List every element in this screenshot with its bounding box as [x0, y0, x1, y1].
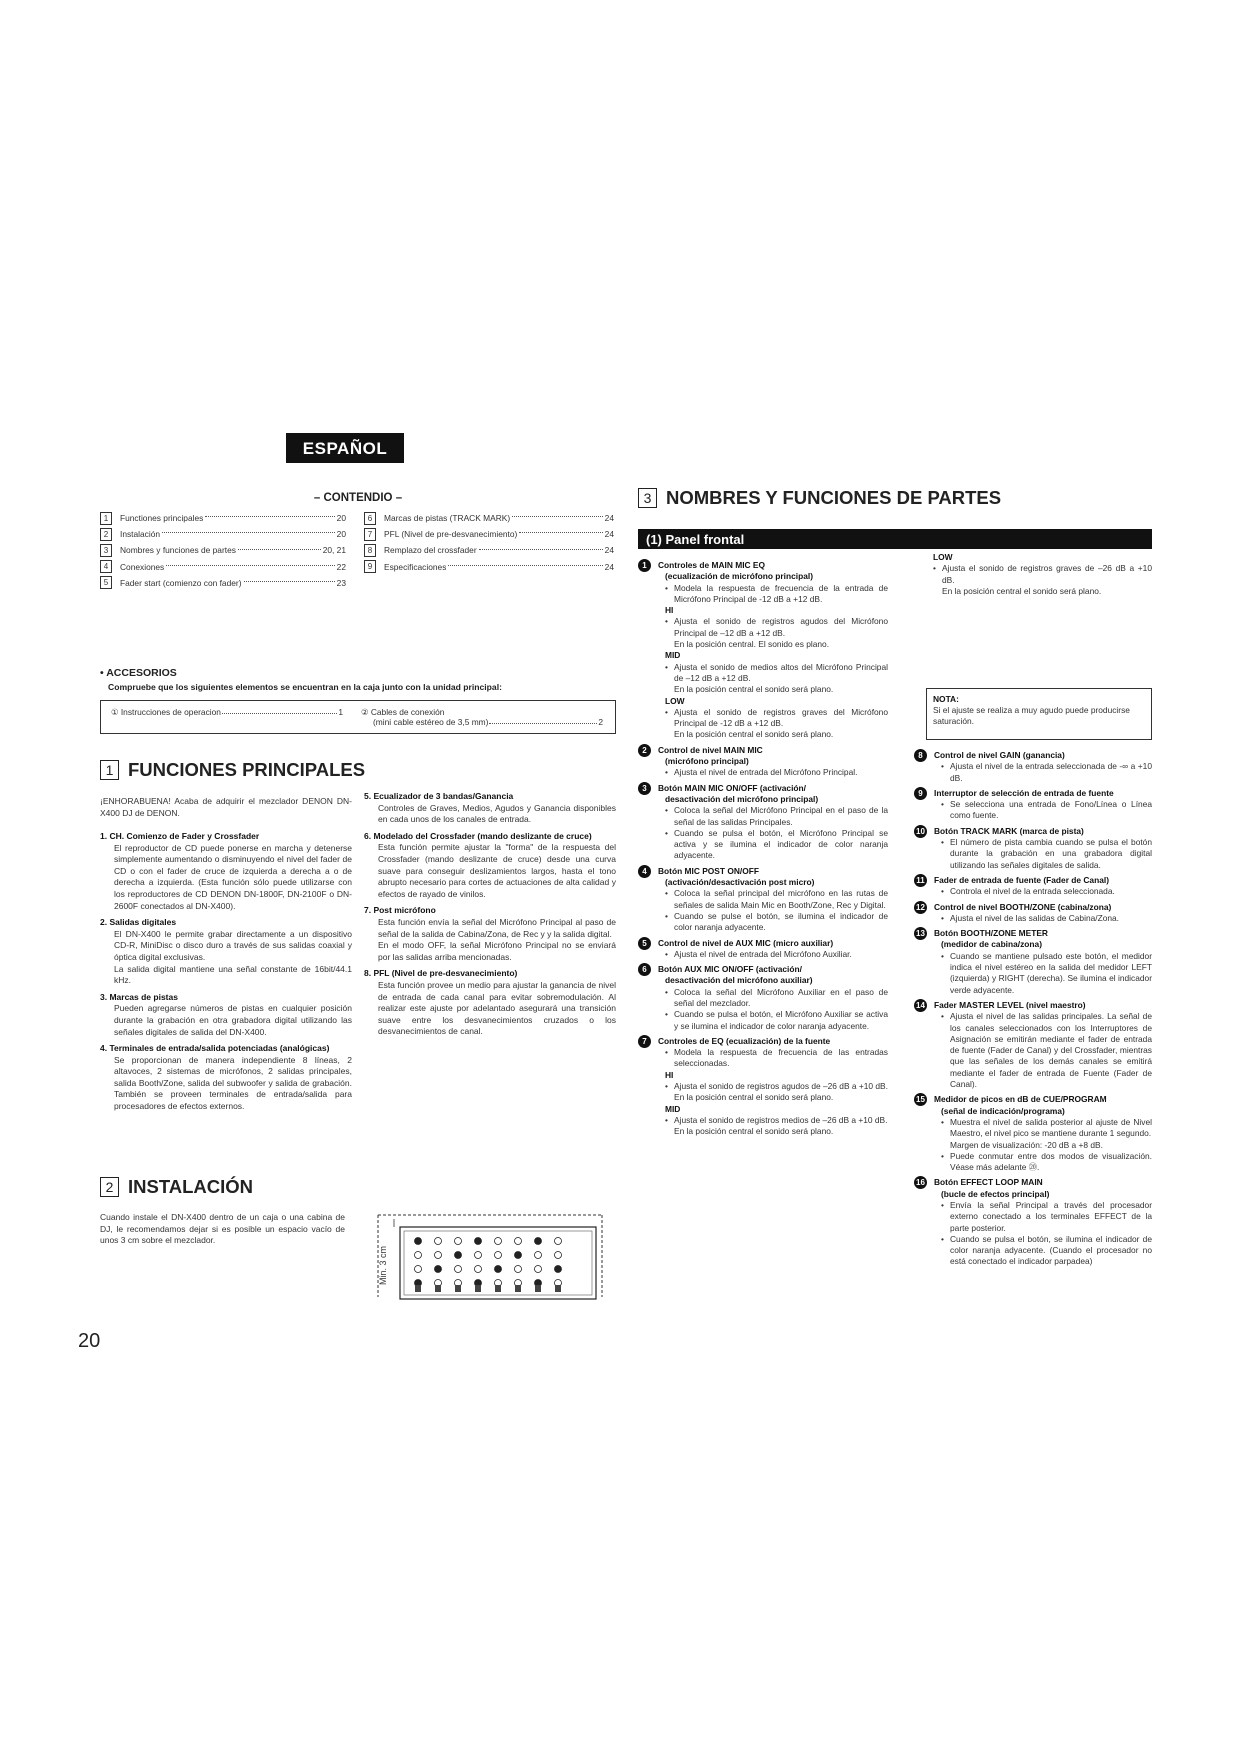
- part-item: [638, 783, 888, 862]
- part-body: [934, 1000, 1152, 1090]
- knob-icon: [495, 1266, 502, 1273]
- plain-line: En la posición central el sonido será plano.: [674, 729, 834, 740]
- bullet-line: [658, 616, 888, 639]
- toc-leader: [205, 516, 334, 517]
- toc-label: Especificaciones: [384, 561, 447, 572]
- part-body: [934, 902, 1152, 925]
- part-heading: Botón BOOTH/ZONE METER: [934, 928, 1048, 939]
- toc-label: Marcas de pistas (TRACK MARK): [384, 513, 511, 523]
- section-number: 2: [100, 1177, 119, 1197]
- bullet-line: [934, 1151, 1152, 1174]
- part-item: [638, 1036, 888, 1138]
- toc-number: 6: [364, 512, 376, 525]
- band-label: LOW: [665, 695, 685, 706]
- bullet-text: Cuando se pulse el botón, se ilumina el indicador de color naranja adyacente.: [674, 910, 888, 933]
- toc-number: 3: [100, 544, 112, 557]
- plain-line: En la posición central el sonido será plano.: [674, 684, 834, 695]
- features-right-column: [364, 786, 616, 1038]
- bullet-line: [658, 662, 888, 685]
- toc-number: 4: [100, 560, 112, 573]
- knob-icon: [435, 1266, 442, 1273]
- toc-label: Fader start (comienzo con fader): [120, 577, 242, 588]
- bullet: •: [941, 1150, 944, 1161]
- panel-frontal-header: (1) Panel frontal: [638, 529, 1152, 549]
- toc-entry: [100, 559, 346, 575]
- section-2-title: 2 INSTALACIÓN: [100, 1176, 253, 1198]
- bullet-line: [934, 1011, 1152, 1090]
- part-heading: Medidor de picos en dB de CUE/PROGRAM: [934, 1094, 1107, 1105]
- toc-page: 24: [604, 561, 614, 572]
- part-item: [914, 788, 1152, 822]
- bullet-line: [658, 707, 888, 730]
- part-body: [934, 928, 1152, 996]
- parts-column-2-top: LOW • Ajusta el sonido de registros graves de –26 dB a +10 dB. En la posición central el sonido será plano.: [933, 552, 1152, 596]
- toc-leader: [162, 532, 335, 533]
- part-item: [638, 938, 888, 961]
- part-body: [658, 745, 888, 779]
- part-heading: Controles de EQ (ecualización) de la fuente: [658, 1035, 831, 1046]
- toc-entry: [100, 542, 346, 558]
- part-number-badge: 7: [638, 1035, 651, 1048]
- knob-icon: [515, 1252, 522, 1259]
- band-label: MID: [665, 650, 681, 661]
- toc-number: 8: [364, 544, 376, 557]
- part-body: [934, 788, 1152, 822]
- bullet: •: [665, 1047, 668, 1058]
- feature-heading: 5. Ecualizador de 3 bandas/Ganancia: [364, 791, 514, 801]
- feature-body: Esta función permite ajustar la "forma" de la respuesta del Crossfader (mando deslizante de cruce) desde una curva suave para conseguir deslizamientos largos, hasta el tono abrupto necesario para cortes de actuaciones de alta calidad y efectos de rayado de vinilos.: [378, 842, 616, 899]
- bullet: •: [941, 1116, 944, 1127]
- feature-body: En el modo OFF, la señal Micrófono Principal no se enviará por las salidas arriba mencionadas.: [378, 940, 616, 962]
- contents-list-right: [364, 510, 614, 575]
- feature-body: Esta función provee un medio para ajustar la ganancia de nivel de entrada de cada canal para evitar sobremodulación. Al realizar este ajuste por adelantado asegurará una transición suave entre los desvanecimientos cruzados o los desvanecimientos de canal.: [378, 979, 616, 1037]
- toc-entry: [364, 559, 614, 575]
- part-item: [638, 745, 888, 779]
- bullet: •: [665, 910, 668, 921]
- page-number: 20: [78, 1330, 101, 1352]
- toc-page: 24: [604, 513, 614, 523]
- plain-line: En la posición central el sonido será plano.: [674, 1126, 834, 1137]
- part-heading: Fader de entrada de fuente (Fader de Canal): [934, 874, 1109, 885]
- plain-line: En la posición central el sonido será plano.: [674, 1092, 834, 1103]
- part-body: [658, 964, 888, 1032]
- bullet-text: Ajusta el nivel de entrada del Micrófono Auxiliar.: [674, 948, 852, 959]
- knob-icon: [535, 1252, 542, 1259]
- bullet-line: [658, 805, 888, 828]
- toc-page: 22: [336, 561, 346, 572]
- section-1-title: 1 FUNCIONES PRINCIPALES: [100, 759, 365, 781]
- part-heading: Control de nivel MAIN MIC: [658, 744, 763, 755]
- knob-icon: [535, 1266, 542, 1273]
- part-heading: Botón EFFECT LOOP MAIN: [934, 1177, 1043, 1188]
- knob-icon: [435, 1252, 442, 1259]
- feature-heading: 7. Post micrófono: [364, 905, 436, 916]
- part-subheading: (medidor de cabina/zona): [941, 939, 1042, 950]
- bullet-line: [658, 767, 888, 778]
- feature-body: Pueden agregarse números de pistas en cualquier posición durante la grabación en otra grabadora digital utilizando las señales digitales de salida del DN-X400.: [114, 1003, 352, 1037]
- fader-icon: [415, 1285, 421, 1292]
- bullet-text: Coloca la señal principal del micrófono en las rutas de señales de salida Main Mic en Booth/Zone, Rec y Digital.: [674, 888, 888, 910]
- part-body: [658, 938, 888, 961]
- bullet: •: [665, 582, 668, 593]
- knob-icon: [555, 1252, 562, 1259]
- nota-box: NOTA: Si el ajuste se realiza a muy agudo puede producirse saturación.: [926, 688, 1152, 740]
- toc-leader: [512, 516, 603, 517]
- toc-entry: [364, 542, 614, 558]
- knob-icon: [555, 1266, 562, 1273]
- toc-label: Conexiones: [120, 561, 165, 572]
- toc-page: 20: [336, 513, 346, 523]
- bullet: •: [941, 837, 944, 848]
- mixer-installation-figure: [374, 1205, 606, 1305]
- bullet-text: Ajusta el nivel de las salidas de Cabina/Zona.: [950, 912, 1119, 923]
- bullet-text: Cuando se pulsa el botón, el Micrófono Auxiliar se activa y se ilumina el indicador de color naranja adyacente.: [674, 1009, 888, 1031]
- fader-icon: [475, 1285, 481, 1292]
- bullet-line: [658, 1047, 888, 1070]
- section-3-title: 3 NOMBRES Y FUNCIONES DE PARTES: [638, 487, 1001, 509]
- feature-body: El DN-X400 le permite grabar directamente a un dispositivo CD-R, MiniDisc o disco duro a través de sus salidas coaxial y óptica digital exclusivas.: [114, 928, 352, 962]
- contents-list-left: [100, 510, 346, 591]
- part-item: [914, 928, 1152, 996]
- feature-heading: 8. PFL (Nivel de pre-desvanecimiento): [364, 968, 518, 979]
- part-number-badge: 11: [914, 874, 927, 887]
- part-number-badge: 13: [914, 927, 927, 940]
- contents-title: – CONTENDIO –: [313, 492, 403, 504]
- section-number: 1: [100, 760, 119, 780]
- part-item: [914, 1094, 1152, 1173]
- band-label: MID: [665, 1103, 681, 1114]
- part-subheading: (bucle de efectos principal): [941, 1188, 1050, 1199]
- part-heading: Botón AUX MIC ON/OFF (activación/: [658, 964, 802, 975]
- toc-number: 7: [364, 528, 376, 541]
- part-number-badge: 5: [638, 937, 651, 950]
- part-heading: Botón TRACK MARK (marca de pista): [934, 825, 1084, 836]
- feature-body: Esta función envía la señal del Micrófono Principal al paso de señal de la salida de Cabina/Zona, de Rec y y la salida digital.: [378, 916, 616, 939]
- toc-label: Remplazo del crossfader: [384, 545, 477, 556]
- bullet: •: [665, 1081, 668, 1092]
- bullet-text: Se selecciona una entrada de Fono/Línea o Línea como fuente.: [950, 799, 1152, 821]
- part-subheading: desactivación del micrófono auxiliar): [665, 975, 813, 986]
- part-body: [934, 826, 1152, 871]
- part-body: [934, 875, 1152, 898]
- part-item: [914, 875, 1152, 898]
- accessories-box: [100, 700, 616, 734]
- accessory-item-2: ② Cables de conexión (mini cable estéreo de 3,5 mm) 2: [361, 707, 603, 727]
- toc-label: Nombres y funciones de partes: [120, 545, 236, 556]
- part-number-badge: 10: [914, 825, 927, 838]
- accessory-item-1: ① Instrucciones de operacion 1: [111, 707, 343, 717]
- feature-body: Se proporcionan de manera independiente 8 líneas, 2 altavoces, 2 sistemas de micrófonos, 2 salidas principales, salida Booth/Zone, salida del subwoofer y salida de grabación. También se proveen terminales de entrada/salida para procesadores de efectos externos.: [114, 1054, 352, 1112]
- bullet-text: Ajusta el sonido de registros agudos de –26 dB a +10 dB.: [674, 1081, 888, 1092]
- part-subheading: (micrófono principal): [665, 756, 749, 767]
- part-number-badge: 2: [638, 744, 651, 757]
- toc-leader: [448, 565, 602, 566]
- bullet-line: [658, 1081, 888, 1092]
- bullet-line: [658, 911, 888, 934]
- part-item: [914, 1177, 1152, 1267]
- bullet: •: [941, 912, 944, 923]
- feature-heading: 4. Terminales de entrada/salida potenciadas (analógicas): [100, 1043, 330, 1054]
- feature-heading: 2. Salidas digitales: [100, 917, 177, 928]
- toc-entry: [364, 510, 614, 526]
- toc-number: 5: [100, 576, 112, 589]
- parts-column-2: [914, 746, 1152, 1268]
- part-body: [934, 1177, 1152, 1267]
- part-number-badge: 3: [638, 782, 651, 795]
- toc-label: PFL (Nivel de pre-desvanecimiento): [384, 529, 518, 540]
- fader-icon: [555, 1285, 561, 1292]
- bullet: •: [665, 706, 668, 717]
- bullet: •: [665, 767, 668, 778]
- bullet: •: [665, 1114, 668, 1125]
- toc-page: 24: [604, 529, 614, 540]
- part-heading: Interruptor de selección de entrada de fuente: [934, 787, 1114, 798]
- bullet-text: Cuando se pulsa el botón, el Micrófono Principal se activa y se ilumina el indicador de color naranja adyacente.: [674, 827, 888, 861]
- bullet-text: Modela la respuesta de frecuencia de las entradas seleccionadas.: [674, 1047, 888, 1069]
- part-body: [658, 783, 888, 862]
- toc-page: 20, 21: [322, 545, 346, 556]
- installation-text: Cuando instale el DN-X400 dentro de un caja o una cabina de DJ, le recomendamos dejar si es posible un espacio vacío de unos 3 cm sobre el mezclador.: [100, 1212, 345, 1246]
- bullet-text: Ajusta el nivel de la entrada seleccionada de -∞ a +10 dB.: [950, 761, 1152, 783]
- band-label: HI: [665, 1069, 674, 1080]
- feature-heading: 1. CH. Comienzo de Fader y Crossfader: [100, 831, 260, 841]
- part-number-badge: 15: [914, 1093, 927, 1106]
- toc-entry: [100, 526, 346, 542]
- section-1-intro: ¡ENHORABUENA! Acaba de adquirir el mezclador DENON DN-X400 DJ de DENON.: [100, 796, 352, 818]
- part-number-badge: 9: [914, 787, 927, 800]
- part-item: [914, 1000, 1152, 1090]
- parts-column-1: [638, 556, 888, 1138]
- bullet-text: Ajusta el sonido de medios altos del Micrófono Principal de –12 dB a +12 dB.: [674, 661, 888, 683]
- toc-entry: [100, 510, 346, 526]
- bullet: •: [941, 1199, 944, 1210]
- part-item: [638, 560, 888, 741]
- part-item: [638, 964, 888, 1032]
- bullet-line: [934, 1200, 1152, 1234]
- part-item: [914, 902, 1152, 925]
- part-body: [658, 1036, 888, 1138]
- knob-icon: [455, 1252, 462, 1259]
- knob-icon: [495, 1238, 502, 1245]
- bullet-line: [658, 949, 888, 960]
- part-body: [658, 866, 888, 934]
- knob-icon: [555, 1238, 562, 1245]
- bullet: •: [941, 1233, 944, 1244]
- bullet-line: [658, 987, 888, 1010]
- toc-page: 20: [336, 529, 346, 540]
- bullet-text: El número de pista cambia cuando se pulsa el botón durante la grabación en una grabadora digital utilizando las señales digitales de salida.: [950, 837, 1152, 870]
- part-subheading: desactivación del micrófono principal): [665, 793, 819, 804]
- toc-leader: [238, 549, 321, 550]
- bullet-line: [658, 1115, 888, 1126]
- bullet-text: Cuando se pulsa el botón, se ilumina el indicador de color naranja adyacente. (Cuando el procesador no está conectado el indicador parpadea): [950, 1233, 1152, 1267]
- part-heading: Control de nivel GAIN (ganancia): [934, 750, 1065, 760]
- toc-leader: [244, 581, 335, 582]
- band-label: HI: [665, 605, 674, 616]
- knob-icon: [495, 1252, 502, 1259]
- bullet-text: Ajusta el sonido de registros medios de –26 dB a +10 dB.: [674, 1114, 888, 1125]
- bullet-line: [934, 837, 1152, 871]
- toc-leader: [479, 549, 603, 550]
- bullet: •: [941, 886, 944, 897]
- accessories-heading: • ACCESORIOS: [100, 667, 177, 679]
- bullet-line: [934, 1117, 1152, 1140]
- toc-entry: [100, 575, 346, 591]
- toc-leader: [166, 565, 334, 566]
- feature-heading: 3. Marcas de pistas: [100, 991, 178, 1002]
- bullet-text: Modela la respuesta de frecuencia de la entrada de Micrófono Principal de -12 dB a +12 dB.: [674, 582, 888, 604]
- toc-label: Functiones principales: [120, 513, 204, 523]
- section-number: 3: [638, 488, 657, 508]
- feature-heading: 6. Modelado del Crossfader (mando deslizante de cruce): [364, 830, 592, 841]
- part-subheading: (ecualización de micrófono principal): [665, 571, 813, 582]
- part-heading: Botón MIC POST ON/OFF: [658, 865, 759, 876]
- bullet-line: [934, 886, 1152, 897]
- feature-body: La salida digital mantiene una señal constante de 16bit/44.1 kHz.: [114, 963, 352, 986]
- feature-body: El reproductor de CD puede ponerse en marcha y detenerse simplemente aumentando o disminuyendo el nivel del fader de CD o con el fader de cruce de izquierda a derecha a o de derecha a izquierda. (Esta función sólo puede utilizarse con los reproductores de CD DENON DN-1800F, DN-2100F o DN-2600F conectados al DN-X400).: [114, 842, 352, 911]
- part-body: [658, 560, 888, 741]
- toc-page: 23: [336, 577, 346, 588]
- part-body: [934, 750, 1152, 784]
- fader-icon: [495, 1285, 501, 1292]
- knob-icon: [415, 1266, 422, 1273]
- part-number-badge: 8: [914, 749, 927, 762]
- bullet-text: Coloca la señal del Micrófono Principal en el paso de la señal de las salidas Principales.: [674, 805, 888, 827]
- knob-icon: [435, 1238, 442, 1245]
- bullet: •: [665, 805, 668, 816]
- bullet: •: [941, 799, 944, 810]
- part-number-badge: 16: [914, 1176, 927, 1189]
- bullet: •: [665, 986, 668, 997]
- toc-number: 2: [100, 528, 112, 541]
- part-number-badge: 12: [914, 901, 927, 914]
- bullet: •: [665, 948, 668, 959]
- part-body: [934, 1094, 1152, 1173]
- bullet-line: [934, 761, 1152, 784]
- bullet: •: [665, 616, 668, 627]
- knob-icon: [475, 1252, 482, 1259]
- bullet: •: [941, 1011, 944, 1022]
- bullet-text: Controla el nivel de la entrada seleccionada.: [950, 886, 1115, 897]
- part-number-badge: 1: [638, 559, 651, 572]
- bullet-text: Ajusta el nivel de las salidas principales. La señal de los canales seleccionados con los Interruptores de Asignación se emitirán mediante el fader de entrada de fuente (Fader de Canal) y del Crossfader, mientras que las señales de los demás canales se emitirá mediante el fader de entrada de Fuente (Fader de Canal).: [950, 1011, 1152, 1090]
- toc-number: 1: [100, 512, 112, 525]
- bullet-line: [934, 1234, 1152, 1268]
- bullet-line: [658, 888, 888, 911]
- plain-line: En la posición central. El sonido es plano.: [674, 639, 830, 650]
- fader-icon: [455, 1285, 461, 1292]
- toc-entry: [364, 526, 614, 542]
- bullet-text: Envía la señal Principal a través del procesador externo conectado a los terminales EFFECT de la parte posterior.: [950, 1199, 1152, 1233]
- toc-page: 24: [604, 545, 614, 556]
- part-item: [914, 750, 1152, 784]
- bullet: •: [665, 827, 668, 838]
- part-heading: Fader MASTER LEVEL (nivel maestro): [934, 999, 1086, 1010]
- bullet-text: Ajusta el sonido de registros agudos del Micrófono Principal de –12 dB a +12 dB.: [674, 616, 888, 638]
- bullet: •: [941, 950, 944, 961]
- knob-icon: [455, 1266, 462, 1273]
- bullet: •: [941, 761, 944, 772]
- feature-body: Controles de Graves, Medios, Agudos y Ganancia disponibles en cada unos de los canales de entrada.: [378, 802, 616, 825]
- part-subheading: (señal de indicación/programa): [941, 1105, 1065, 1116]
- bullet-line: [934, 799, 1152, 822]
- part-number-badge: 14: [914, 999, 927, 1012]
- bullet-text: Coloca la señal del Micrófono Auxiliar en el paso de señal del mezclador.: [674, 986, 888, 1008]
- bullet-line: [658, 828, 888, 862]
- knob-icon: [475, 1266, 482, 1273]
- bullet-line: [658, 1009, 888, 1032]
- fader-icon: [535, 1285, 541, 1292]
- knob-icon: [455, 1238, 462, 1245]
- bullet: •: [665, 661, 668, 672]
- toc-label: Instalación: [120, 529, 161, 540]
- bullet-text: Ajusta el nivel de entrada del Micrófono Principal.: [674, 767, 858, 778]
- part-item: [638, 866, 888, 934]
- knob-icon: [475, 1238, 482, 1245]
- fader-icon: [435, 1285, 441, 1292]
- bullet-line: [934, 913, 1152, 924]
- part-number-badge: 6: [638, 963, 651, 976]
- part-subheading: (activación/desactivación post micro): [665, 877, 815, 888]
- bullet-text: Ajusta el sonido de registros graves del Micrófono Principal de -12 dB a +12 dB.: [674, 706, 888, 729]
- bullet: •: [665, 888, 668, 899]
- part-heading: Botón MAIN MIC ON/OFF (activación/: [658, 782, 806, 793]
- bullet-text: Cuando se mantiene pulsado este botón, el medidor indica el nivel estéreo en la salida del medidor LEFT (izquierda) y RIGHT (derecha). Se ilumina el indicador verde adyacente.: [950, 950, 1152, 995]
- knob-icon: [515, 1238, 522, 1245]
- accessories-intro: Compruebe que los siguientes elementos se encuentran en la caja junto con la unidad principal:: [108, 682, 502, 692]
- part-heading: Control de nivel BOOTH/ZONE (cabina/zona): [934, 901, 1112, 912]
- fader-icon: [515, 1285, 521, 1292]
- knob-icon: [415, 1252, 422, 1259]
- bullet-text: Puede conmutar entre dos modos de visualización. Véase más adelante ⑳.: [950, 1150, 1152, 1173]
- min-3cm-label: Min. 3 cm: [378, 1245, 388, 1285]
- plain-line: Margen de visualización: -20 dB a +8 dB.: [950, 1139, 1103, 1150]
- bullet-text: Muestra el nivel de salida posterior al ajuste de Nivel Maestro, el nivel pico se mantiene durante 1 segundo.: [950, 1116, 1152, 1139]
- part-item: [914, 826, 1152, 871]
- bullet-line: [934, 951, 1152, 996]
- bullet-line: [658, 583, 888, 606]
- part-number-badge: 4: [638, 865, 651, 878]
- language-badge: ESPAÑOL: [286, 433, 404, 463]
- knob-icon: [535, 1238, 542, 1245]
- features-left-column: [100, 826, 352, 1113]
- toc-number: 9: [364, 560, 376, 573]
- part-heading: Control de nivel de AUX MIC (micro auxiliar): [658, 937, 834, 948]
- knob-icon: [415, 1238, 422, 1245]
- bullet: •: [665, 1009, 668, 1020]
- toc-leader: [519, 532, 602, 533]
- part-heading: Controles de MAIN MIC EQ: [658, 560, 766, 570]
- knob-icon: [515, 1266, 522, 1273]
